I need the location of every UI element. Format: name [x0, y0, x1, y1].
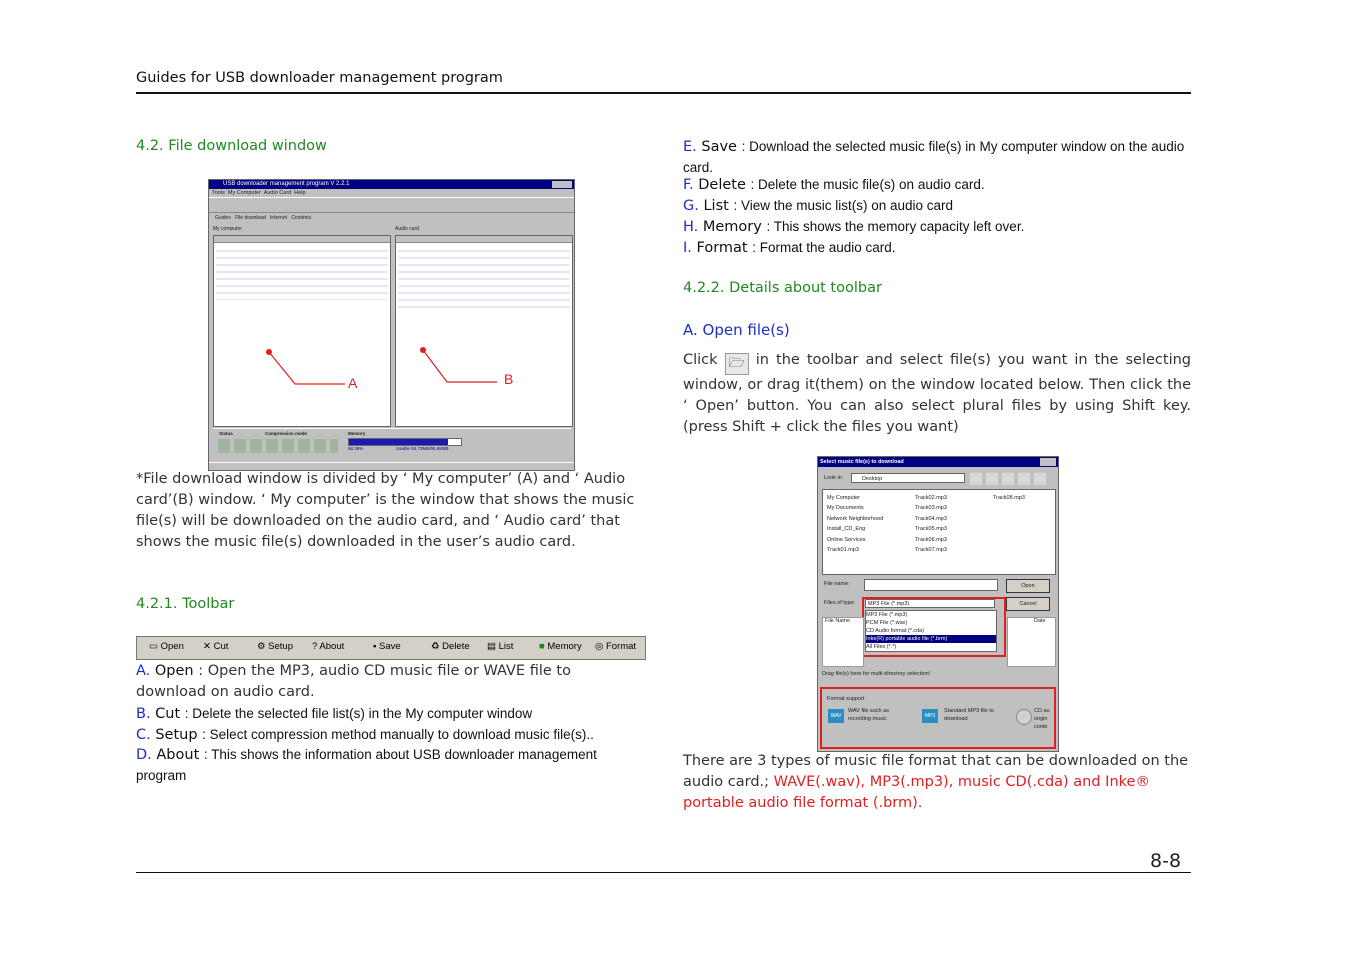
memory-bar-fill [349, 439, 448, 445]
memory-percent: 88.38% [348, 446, 364, 451]
toolbar-save-label: Save [379, 641, 401, 652]
cd-audio-icon [1016, 709, 1032, 725]
item-name: Save [701, 139, 737, 155]
type-option: MP3 File (*.mp3) [866, 612, 908, 618]
file-entry: Install_CD_Eng [827, 526, 866, 533]
item-name: List [703, 198, 729, 214]
file-entry: Track01.mp3 [827, 547, 859, 554]
toolbar-open [149, 641, 184, 652]
item-key: E. [683, 139, 697, 155]
callout-lines [209, 180, 574, 470]
wav-file-icon: WAV [828, 709, 844, 723]
item-desc: : Open the MP3, audio CD music file or WAVE file to download on audio card. [136, 663, 571, 700]
file-column-3 [993, 493, 1025, 503]
save-icon: ▪ [373, 641, 377, 652]
callout-label-a: A [348, 375, 358, 391]
file-type-label: Files of type: [824, 600, 856, 606]
item-key: I. [683, 240, 692, 256]
toolbar-item-memory [683, 216, 1191, 238]
format-support-label: Format support [827, 696, 865, 702]
toolbar-item-list [683, 195, 1191, 217]
memory-icon: ■ [539, 641, 545, 652]
format-mp3-text: Standard MP3 file to download [944, 708, 994, 722]
callout-label-b: B [504, 371, 514, 387]
tab-contents: Contents [291, 215, 312, 221]
memory-label: Memory [348, 431, 366, 436]
file-entry: Track05.mp3 [915, 526, 947, 533]
item-name: Memory [702, 219, 762, 235]
mode-buttons [218, 439, 338, 453]
file-entry: Network Neighborhood [827, 515, 884, 522]
mp3-file-icon: MP3 [922, 709, 938, 723]
type-option: All Files (*.*) [866, 644, 897, 650]
file-column-2 [915, 493, 947, 555]
toolbar-list-label: List [498, 641, 514, 652]
para-rest: in the toolbar and select file(s) you want in the selecting window, or drag it(them) on the window located below. Then click the ‘ Open’ button. You can also select plural files by using Shift key.(press Shift + click the files you want) [683, 352, 1192, 435]
select-files-dialog-figure [817, 456, 1059, 752]
toolbar-format [595, 641, 636, 652]
file-entry: My Computer [827, 495, 861, 501]
menu-help: Help [294, 190, 306, 196]
toolbar-setup-label: Setup [268, 641, 293, 652]
file-entry: My Documents [827, 505, 864, 512]
toolbar-item-about [136, 745, 646, 787]
toolbar-delete-label: Delete [442, 641, 470, 652]
file-entry: Track03.mp3 [915, 505, 947, 512]
item-desc: : Delete the music file(s) on audio card. [750, 177, 985, 192]
file-type-options [865, 610, 997, 652]
folder-open-icon: 🗁 [725, 353, 749, 375]
pane-label-audio-card: Audio card [395, 226, 419, 232]
file-entry: Track02.mp3 [915, 495, 947, 501]
item-key: B. [136, 706, 151, 722]
memory-bar [348, 438, 462, 446]
toolbar-about-label: About [319, 641, 345, 652]
file-name-label: File name: [824, 581, 850, 587]
item-key: A. [136, 663, 151, 679]
toolbar-memory [539, 641, 582, 652]
dialog-cancel-button: Cancel [1006, 597, 1050, 611]
toolbar-item-format [683, 237, 1191, 259]
item-key: D. [136, 747, 152, 763]
window-title: USB downloader management program V 2.2.1 [223, 181, 350, 187]
dialog-controls [1040, 458, 1056, 466]
toolbar-item-setup [136, 724, 646, 746]
format-cd-text: CD au origin conte [1034, 708, 1050, 730]
list-icon: ▤ [487, 641, 496, 652]
item-name: Format [696, 240, 748, 256]
file-entry: Track07.mp3 [915, 547, 947, 554]
tab-internet: Internet [270, 215, 288, 221]
tab-file-download: File download [235, 215, 266, 221]
folder-open-icon: ▭ [149, 641, 158, 652]
type-option: PCM File (*.wav) [866, 620, 908, 626]
toolbar-item-open [136, 661, 606, 703]
file-name-input [864, 579, 998, 591]
closing-paragraph [683, 751, 1191, 814]
item-desc: : This shows the information about USB downloader management program [136, 747, 597, 783]
toolbar-item-delete [683, 174, 1191, 196]
dialog-title: Select music file(s) to download [820, 459, 904, 465]
item-key: F. [683, 177, 694, 193]
section-title-details: 4.2.2. Details about toolbar [683, 280, 882, 296]
toolbar-setup [257, 641, 293, 652]
header-rule [136, 92, 1191, 94]
footer-rule [136, 872, 1191, 873]
item-name: About [156, 747, 200, 763]
col-date: Date [1034, 618, 1046, 624]
format-wav-text: WAV file such as recording music [848, 708, 889, 722]
format-support-highlight [820, 687, 1056, 749]
file-type-select: MP3 File (*.mp3) [865, 599, 995, 608]
toolbar-cut-label: Cut [213, 641, 229, 652]
item-key: G. [683, 198, 699, 214]
item-key: C. [136, 727, 151, 743]
file-entry: Online Services [827, 536, 866, 543]
file-entry: Track04.mp3 [915, 515, 947, 522]
look-in-label: Look in: [824, 475, 844, 481]
dialog-open-button: Open [1006, 579, 1050, 593]
drag-list-area-left [822, 617, 864, 667]
running-header: Guides for USB downloader management program [136, 70, 503, 86]
item-desc: : Format the audio card. [752, 240, 896, 255]
dialog-file-list [822, 489, 1056, 575]
figure-caption: *File download window is divided by ‘ My computer’ (A) and ‘ Audio card’(B) window. ‘ My computer’ is the window that shows the music file(s) will be downloaded on the audio card, and ‘ Audio card’ that shows the music file(s) downloaded in the user’s audio card. [136, 471, 635, 550]
closing-text: There are 3 types of music file format that can be downloaded on the audio card.; [683, 753, 1189, 790]
col-file-name: File Name [825, 618, 851, 624]
item-key: H. [683, 219, 699, 235]
closing-formats: WAVE(.wav), MP3(.mp3), music CD(.cda) and Inke® portable audio file format (.brm). [683, 774, 1150, 811]
menu-tools: Tools [212, 190, 225, 196]
item-desc: : Select compression method manually to download music file(s).. [202, 727, 594, 742]
toolbar-open-label: Open [160, 641, 184, 652]
dialog-nav-buttons [970, 473, 1050, 485]
open-files-paragraph [683, 350, 1191, 438]
file-entry: Track08.mp3 [993, 495, 1025, 501]
setup-icon: ⚙ [257, 641, 266, 652]
section-title-file-download: 4.2. File download window [136, 138, 327, 154]
menu-audio-card: Audio Card [263, 190, 292, 196]
toolbar-delete [431, 641, 470, 652]
format-icon: ◎ [595, 641, 604, 652]
help-icon: ? [312, 641, 318, 652]
item-desc: : Download the selected music file(s) in My computer window on the audio card. [683, 139, 1185, 175]
para-click: Click [683, 352, 718, 368]
compression-label: Compression mode [265, 431, 308, 436]
toolbar-figure [136, 636, 646, 660]
page-number: 8-8 [1150, 850, 1182, 872]
file-download-window-figure [208, 179, 575, 471]
toolbar-item-cut [136, 703, 636, 725]
file-entry: Track06.mp3 [915, 536, 947, 543]
item-name: Setup [155, 727, 198, 743]
tab-guides: Guides [215, 215, 231, 221]
item-desc: : Delete the selected file list(s) in the My computer window [184, 706, 533, 721]
item-name: Delete [698, 177, 746, 193]
drag-list-area-right [1007, 617, 1056, 667]
type-option: CD Audio format (*.cda) [866, 628, 925, 634]
dialog-titlebar [818, 457, 1058, 467]
toolbar-memory-label: Memory [547, 641, 582, 652]
item-desc: : This shows the memory capacity left over. [766, 219, 1025, 234]
type-option-selected: Inke(R) portable audio file (*.brm) [866, 635, 996, 643]
item-desc: : View the music list(s) on audio card [733, 198, 954, 213]
toolbar-item-save [683, 137, 1191, 179]
toolbar-list [487, 641, 513, 652]
scissors-icon: ✕ [203, 641, 211, 652]
status-area [213, 428, 571, 463]
item-name: Open [154, 663, 194, 679]
drag-hint: Drag file(s) here for multi-directory selection! [822, 671, 931, 677]
toolbar-format-label: Format [605, 641, 637, 652]
item-name: Cut [155, 706, 181, 722]
toolbar-about [312, 641, 344, 652]
file-column-1 [827, 493, 883, 555]
toolbar-cut [203, 641, 228, 652]
status-label: Status [219, 431, 233, 436]
look-in-select: Desktop [851, 473, 965, 483]
toolbar-save [373, 641, 401, 652]
section-title-toolbar: 4.2.1. Toolbar [136, 596, 235, 612]
delete-icon: ♻ [431, 641, 440, 652]
memory-usable: Usable 84.73MB/95.88MB [396, 446, 449, 451]
pane-label-my-computer: My computer [213, 226, 242, 232]
menu-my-computer: My Computer [227, 190, 261, 196]
subsection-open-files: A. Open file(s) [683, 321, 790, 339]
